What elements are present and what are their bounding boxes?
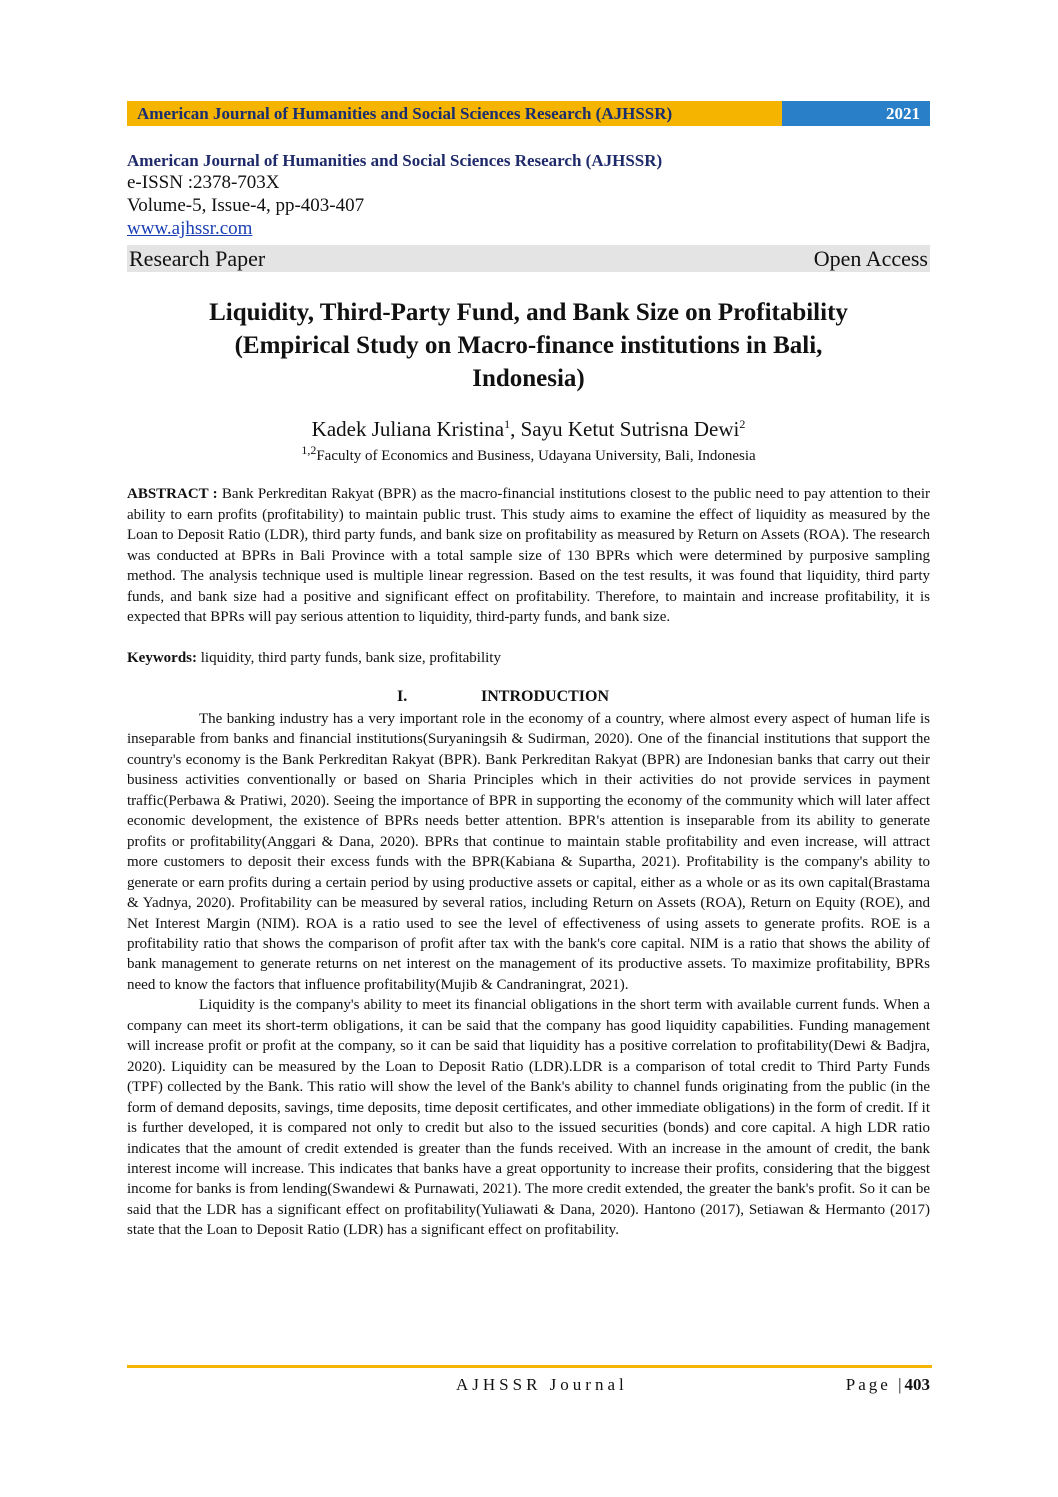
author-1: Kadek Juliana Kristina <box>311 417 505 441</box>
volume-info: Volume-5, Issue-4, pp-403-407 <box>127 195 365 216</box>
author-1-sup: 1 <box>504 417 511 431</box>
keywords-text: liquidity, third party funds, bank size, profitability <box>197 650 501 666</box>
running-header-journal: American Journal of Humanities and Social Sciences Research (AJHSSR) <box>127 101 782 126</box>
website-link[interactable]: www.ajhssr.com <box>127 218 253 239</box>
keywords-label: Keywords: <box>127 650 197 666</box>
author-2-sup: 2 <box>739 417 746 431</box>
footer-journal: AJHSSR Journal <box>456 1375 628 1394</box>
paper-type-bar <box>127 245 930 272</box>
journal-name: American Journal of Humanities and Social Sciences Research (AJHSSR) <box>127 151 663 170</box>
abstract <box>127 484 930 628</box>
title-line-3: Indonesia) <box>472 365 585 392</box>
running-header <box>127 101 930 126</box>
affiliation-text: Faculty of Economics and Business, Udayana University, Bali, Indonesia <box>316 448 756 464</box>
journal-meta <box>127 150 930 240</box>
title-line-1: Liquidity, Third-Party Fund, and Bank Size on Profitability <box>209 299 848 326</box>
abstract-label: ABSTRACT : <box>127 486 218 502</box>
author-separator: , <box>510 417 521 441</box>
issn: e-ISSN :2378-703X <box>127 172 280 193</box>
keywords <box>127 648 930 668</box>
running-header-year: 2021 <box>782 101 930 126</box>
abstract-text: Bank Perkreditan Rakyat (BPR) as the macro-financial institutions closest to the public need to pay attention to their ability to earn profits (profitability) to maintain public trust. This study aims to examine the effect of liquidity as measured by the Loan to Deposit Ratio (LDR), third party funds, and bank size on profitability as measured by Return on Assets (ROA). The research was conducted at BPRs in Bali Province with a total sample size of 130 BPRs which were determined by purposive sampling method. The analysis technique used is multiple linear regression. Based on the test results, it was found that liquidity, third party funds, and bank size had a positive and significant effect on profitability. Therefore, to maintain and increase profitability, it is expected that BPRs will pay serious attention to liquidity, third-party funds, and bank size. <box>127 486 930 625</box>
page-number: 403 <box>904 1375 930 1394</box>
section-number: I. <box>397 688 408 705</box>
page-label: Page | <box>845 1375 905 1394</box>
footer-page <box>846 1375 930 1395</box>
access-type: Open Access <box>813 246 928 271</box>
authors <box>127 412 930 441</box>
introduction-body <box>127 709 930 1241</box>
footer-divider <box>127 1365 932 1368</box>
paragraph-1: The banking industry has a very important role in the economy of a country, where almost every aspect of human life is inseparable from banks and financial institutions(Suryaningsih & Sudirman, 2020). One of the financial institutions that support the country's economy is the Bank Perkreditan Rakyat (BPR). Bank Perkreditan Rakyat (BPR) are Indonesian banks that carry out their business activities conventionally or based on Sharia Principles which in their activities do not provide services in payment traffic(Perbawa & Pratiwi, 2020). Seeing the importance of BPR in supporting the economy of the community which will later affect economic development, the existence of BPRs needs better attention. BPR's attention is inseparable from its ability to generate profits or profitability(Anggari & Dana, 2020). BPRs that continue to maintain stable profitability and even increase, will attract more customers to deposit their excess funds with the BPR(Kabiana & Supartha, 2021). Profitability is the company's ability to generate or earn profits during a certain period by using productive assets or capital, either as a whole or as its own capital(Brastama & Yadnya, 2020). Profitability can be measured by several ratios, including Return on Assets (ROA), Return on Equity (ROE), and Net Interest Margin (NIM). ROA is a ratio used to see the level of effectiveness of using assets to generate profits. ROE is a profitability ratio that shows the comparison of profit after tax with the bank's core capital. NIM is a ratio that shows the ability of bank management to generate returns on net interest on the management of its productive assets. To maximize profitability, BPRs need to know the factors that influence profitability(Mujib & Candraningrat, 2021). <box>127 711 930 993</box>
title-line-2: (Empirical Study on Macro-finance institutions in Bali, <box>234 332 823 359</box>
paragraph-2: Liquidity is the company's ability to meet its financial obligations in the short term with available current funds. When a company can meet its short-term obligations, it can be said that the company has good liquidity capabilities. Funding management will increase profit or profit at the company, so it can be said that liquidity has a positive correlation to profitability(Dewi & Badjra, 2020). Liquidity can be measured by the Loan to Deposit Ratio (LDR).LDR is a comparison of total credit to Third Party Funds (TPF) collected by the Bank. This ratio will show the level of the Bank's ability to channel funds originating from the public (in the form of demand deposits, savings, time deposits, time deposit certificates, and other immediate obligations) in the form of credit. If it is further developed, it is compared not only to credit but also to the issued securities (bonds) and core capital. A high LDR ratio indicates that the amount of credit extended is greater than the funds received. With an increase in the amount of credit, the bank interest income will increase. This indicates that banks have a great opportunity to increase their profits, considering that the biggest income for banks is from lending(Swandewi & Purnawati, 2021). The more credit extended, the greater the bank's profit. So it can be said that the LDR has a significant effect on profitability(Yuliawati & Dana, 2020). Hantono (2017), Setiawan & Hermanto (2017) state that the Loan to Deposit Ratio (LDR) has a significant effect on profitability. <box>127 997 930 1239</box>
affiliation-sup: 1,2 <box>301 443 317 457</box>
section-title: INTRODUCTION <box>481 688 610 705</box>
affiliation <box>127 440 930 466</box>
paper-type: Research Paper <box>129 246 266 271</box>
paper-title <box>127 296 930 395</box>
author-2: Sayu Ketut Sutrisna Dewi <box>520 417 740 441</box>
